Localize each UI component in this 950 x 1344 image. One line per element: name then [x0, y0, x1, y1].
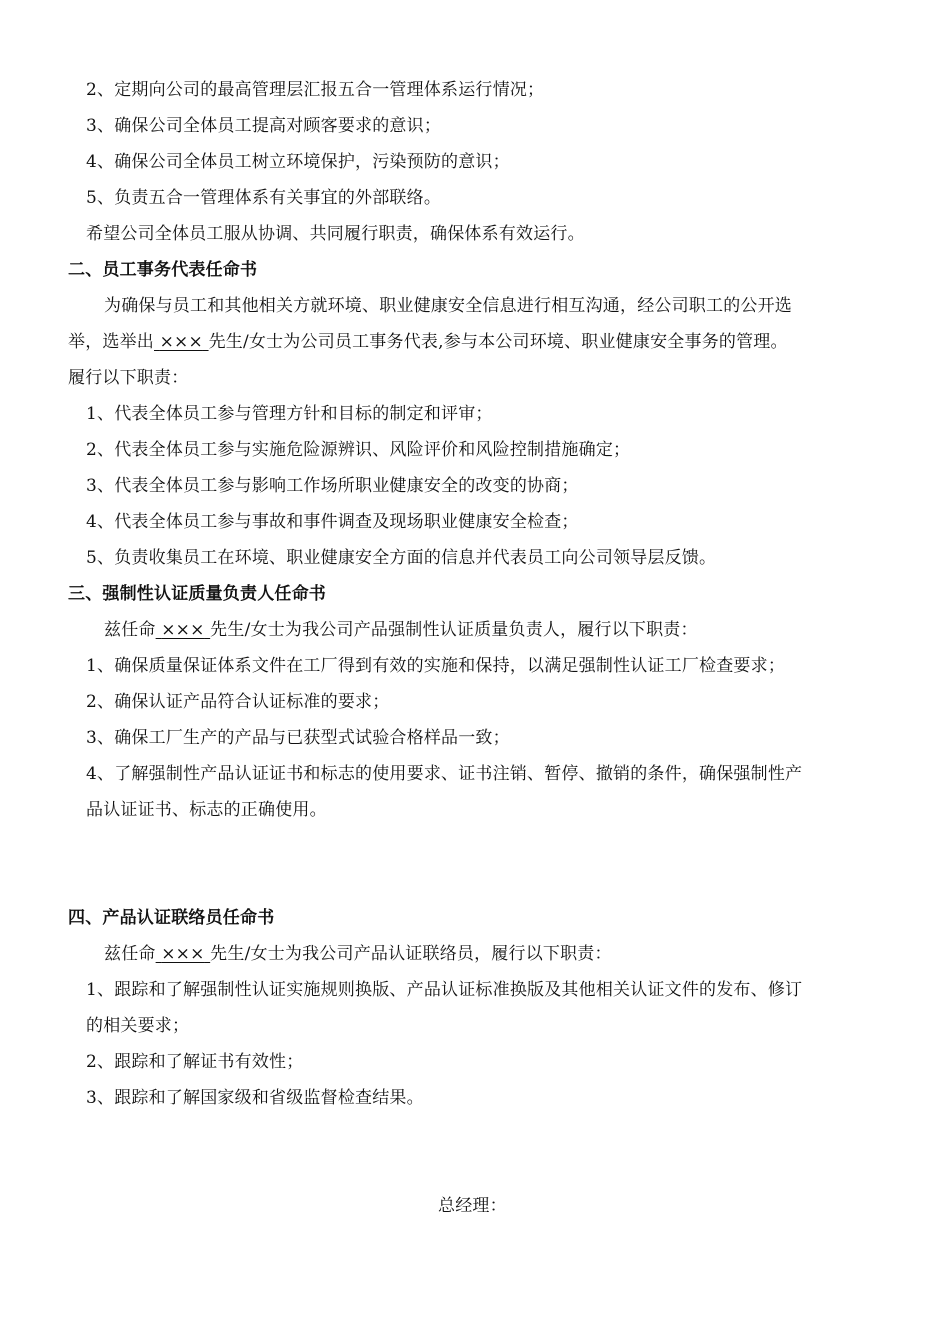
sec1-item-4: 4、确保公司全体员工树立环境保护，污染预防的意识； — [86, 152, 510, 172]
sec4-intro-pre: 兹任命 — [104, 944, 156, 964]
sec3-intro — [104, 618, 698, 642]
sec2-intro-post: 先生/女士为公司员工事务代表,参与本公司环境、职业健康安全事务的管理。 — [208, 332, 788, 352]
sec4-item-1-cont: 的相关要求； — [86, 1016, 190, 1036]
sec2-item-4: 4、代表全体员工参与事故和事件调查及现场职业健康安全检查； — [86, 512, 579, 532]
sec1-item-5: 5、负责五合一管理体系有关事宜的外部联络。 — [86, 188, 442, 208]
sec4-item-2: 2、跟踪和了解证书有效性； — [86, 1052, 304, 1072]
sec2-item-1: 1、代表全体员工参与管理方针和目标的制定和评审； — [86, 404, 493, 424]
sec3-item-3: 3、确保工厂生产的产品与已获型式试验合格样品一致； — [86, 728, 510, 748]
sec3-item-4-cont: 品认证证书、标志的正确使用。 — [86, 800, 327, 820]
sec3-item-1: 1、确保质量保证体系文件在工厂得到有效的实施和保持，以满足强制性认证工厂检查要求； — [86, 656, 786, 676]
sec2-item-5: 5、负责收集员工在环境、职业健康安全方面的信息并代表员工向公司领导层反馈。 — [86, 548, 717, 568]
sec4-appointee-name: ××× — [161, 944, 205, 964]
sec2-intro-line3: 履行以下职责： — [68, 368, 189, 388]
sec1-closing: 希望公司全体员工服从协调、共同履行职责，确保体系有效运行。 — [86, 224, 585, 244]
sec4-intro — [104, 942, 612, 966]
sec1-item-2: 2、定期向公司的最高管理层汇报五合一管理体系运行情况； — [86, 80, 545, 100]
sec2-item-2: 2、代表全体员工参与实施危险源辨识、风险评价和风险控制措施确定； — [86, 440, 631, 460]
sec2-intro-pre: 举，选举出 — [68, 332, 154, 352]
sec3-intro-pre: 兹任命 — [104, 620, 156, 640]
sec3-title: 三、强制性认证质量负责人任命书 — [68, 584, 326, 604]
sec3-appointee-name: ××× — [161, 620, 205, 640]
sec2-intro-line1: 为确保与员工和其他相关方就环境、职业健康安全信息进行相互沟通，经公司职工的公开选 — [104, 296, 792, 316]
sec2-item-3: 3、代表全体员工参与影响工作场所职业健康安全的改变的协商； — [86, 476, 579, 496]
sec2-appointee-name: ××× — [159, 332, 203, 352]
sec1-item-3: 3、确保公司全体员工提高对顾客要求的意识； — [86, 116, 442, 136]
sec4-item-3: 3、跟踪和了解国家级和省级监督检查结果。 — [86, 1088, 424, 1108]
sec2-title: 二、员工事务代表任命书 — [68, 260, 258, 280]
sec4-title: 四、产品认证联络员任命书 — [68, 908, 275, 928]
sec4-item-1: 1、跟踪和了解强制性认证实施规则换版、产品认证标准换版及其他相关认证文件的发布、修订 — [86, 980, 803, 1000]
sec3-intro-post: 先生/女士为我公司产品强制性认证质量负责人，履行以下职责： — [210, 620, 698, 640]
signature-label: 总经理： — [438, 1196, 507, 1216]
sec2-intro-line2 — [68, 330, 788, 354]
sec3-item-4: 4、了解强制性产品认证证书和标志的使用要求、证书注销、暂停、撤销的条件，确保强制性产 — [86, 764, 803, 784]
sec3-item-2: 2、确保认证产品符合认证标准的要求； — [86, 692, 390, 712]
sec4-intro-post: 先生/女士为我公司产品认证联络员，履行以下职责： — [210, 944, 612, 964]
